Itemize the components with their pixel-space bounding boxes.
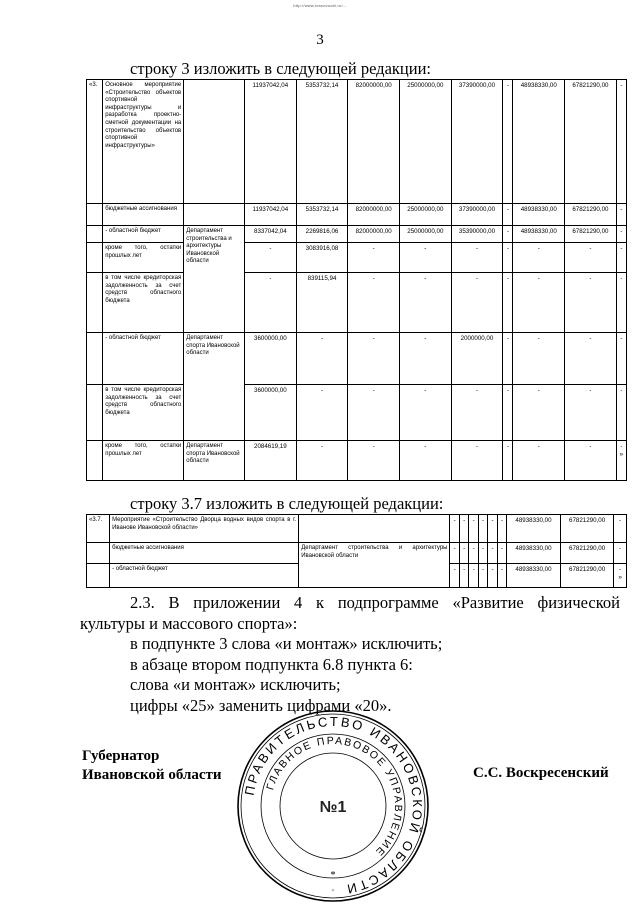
paragraph-item: в абзаце втором подпункта 6.8 пункта 6: [130,654,413,674]
table-row [87,333,627,385]
value-cell: - [616,333,626,385]
header-url: http://www.ivanovoobl.ru/... [293,3,347,8]
value-cell: - [478,515,487,543]
value-cell: - [296,441,348,481]
value-cell: 82000000,00 [348,80,400,204]
amendment-text [80,593,620,716]
value-cell: - [513,333,565,385]
value-cell: 5353732,14 [296,80,348,204]
row-executor [184,204,245,226]
value-cell: - [488,515,497,543]
row-executor: Департамент спорта Ивановской области [184,333,245,441]
row-number [87,273,103,333]
table-row [87,226,627,243]
table-row [87,204,627,226]
closing-quote: » [618,573,622,581]
value-cell: - [451,273,503,333]
value-cell: 67821290,00 [560,543,614,564]
value-cell: 67821290,00 [560,515,614,543]
value-cell: 82000000,00 [348,226,400,243]
signatory-name: С.С. Воскресенский [473,765,609,781]
row-number [87,564,110,588]
stamp-star-icon: * [330,870,336,881]
value-cell: - [469,564,478,588]
value-cell: 2269816,06 [296,226,348,243]
value-cell: 11937042,04 [245,80,297,204]
row-number [87,543,110,564]
value-cell: - [565,333,617,385]
value-cell: - [616,385,626,441]
value-cell: - [513,243,565,273]
row-number [87,243,103,273]
value-cell: - [451,441,503,481]
value-cell: 37390000,00 [451,80,503,204]
row-executor: Департамент спорта Ивановской области [184,441,245,481]
table-row [87,543,627,564]
row-name: бюджетные ассигнования [110,543,299,564]
table-row [87,385,627,441]
value-cell: - [497,515,506,543]
value-cell: - [400,333,452,385]
value-cell: - [503,243,513,273]
row-name: в том числе кредиторская задолженность за счет средств областного бюджета [103,273,184,333]
value-cell: - [513,441,565,481]
value-cell: - [451,385,503,441]
value-cell: - [450,543,459,564]
row-number [87,226,103,243]
value-cell: 37390000,00 [451,204,503,226]
value-cell: - [348,333,400,385]
value-cell: - [296,385,348,441]
page-number: 3 [316,32,324,48]
official-stamp [233,706,433,906]
value-cell: - [503,204,513,226]
value-cell: - [513,273,565,333]
value-cell: - [503,441,513,481]
value-cell: 48938330,00 [513,204,565,226]
value-cell: 48938330,00 [507,543,561,564]
table-row [87,515,627,543]
paragraph-item: в подпункте 3 слова «и монтаж» исключить; [130,634,443,653]
value-cell [616,441,626,481]
value-text: - [619,566,622,573]
value-cell: 2000000,00 [451,333,503,385]
value-cell: - [348,243,400,273]
value-cell: - [478,543,487,564]
table-row [87,243,627,273]
value-cell: 3083916,08 [296,243,348,273]
value-cell: - [565,385,617,441]
row-name: в том числе кредиторская задолженность за счет средств областного бюджета [103,385,184,441]
value-cell [614,564,627,588]
value-cell: 25000000,00 [400,204,452,226]
value-cell: - [478,564,487,588]
value-cell: - [400,441,452,481]
value-cell: - [245,243,297,273]
closing-quote: » [619,450,624,458]
stamp-inner-text: ГЛАВНОЕ ПРАВОВОЕ УПРАВЛЕНИЕ [264,734,405,859]
value-text: - [620,443,623,450]
row-number [87,204,103,226]
signatory-title [82,747,222,785]
signatory-title-line2: Ивановской области [82,767,222,783]
row-name: Мероприятие «Строительство Дворца водных видов спорта в г. Иванове Ивановской области» [110,515,299,543]
value-cell: 48938330,00 [513,226,565,243]
row-name: - областной бюджет [103,226,184,243]
value-cell: 25000000,00 [400,80,452,204]
row-name: кроме того, остатки прошлых лет [103,243,184,273]
value-cell: 35390000,00 [451,226,503,243]
row-executor [299,515,450,543]
value-cell: - [503,80,513,204]
section2-heading: строку 3.7 изложить в следующей редакции: [130,494,444,513]
value-cell: - [503,226,513,243]
paragraph-item: слова «и монтаж» исключить; [130,675,341,694]
value-cell: - [348,385,400,441]
stamp-outer-text: ПРАВИТЕЛЬСТВО ИВАНОВСКОЙ ОБЛАСТИ [241,713,426,898]
signatory-title-line1: Губернатор [82,748,160,764]
value-cell: - [400,273,452,333]
value-cell: 48938330,00 [513,80,565,204]
value-cell: - [400,243,452,273]
value-cell: 67821290,00 [565,204,617,226]
section2-table [86,514,627,588]
value-cell: - [497,564,506,588]
value-cell: 82000000,00 [348,204,400,226]
row-name: - областной бюджет [110,564,299,588]
value-cell: - [513,385,565,441]
value-cell: - [469,543,478,564]
value-cell: - [296,333,348,385]
row-executor: Департамент строительства и архитектуры Ивановской области [299,543,450,588]
value-cell: - [616,243,626,273]
value-cell: - [614,515,627,543]
value-cell: - [503,333,513,385]
value-cell: - [616,226,626,243]
section1-table [86,79,627,481]
value-cell: 2084619,19 [245,441,297,481]
row-executor: Департамент строительства и архитектуры Ивановской области [184,226,245,333]
value-cell: 67821290,00 [565,226,617,243]
value-cell: - [488,543,497,564]
value-cell: 67821290,00 [560,564,614,588]
table-row [87,80,627,204]
value-cell: 5353732,14 [296,204,348,226]
value-cell: 11937042,04 [245,204,297,226]
value-cell: 3600000,00 [245,385,297,441]
value-cell: 48938330,00 [507,515,561,543]
value-cell: - [348,273,400,333]
value-cell: - [450,515,459,543]
value-cell: - [565,243,617,273]
value-cell: 8337042,04 [245,226,297,243]
value-cell: 25000000,00 [400,226,452,243]
row-number: «3.7. [87,515,110,543]
row-name: кроме того, остатки прошлых лет [103,441,184,481]
row-name: - областной бюджет [103,333,184,385]
value-cell: 48938330,00 [507,564,561,588]
stamp-star-icon: * [331,889,335,895]
value-cell: - [348,441,400,481]
stamp-center-number: №1 [319,799,347,816]
value-cell: - [469,515,478,543]
value-cell: - [616,80,626,204]
row-name: Основное мероприятие «Строительство объектов спортивной инфраструктуры и разработка проектно-сметной документации на строительство объектов спортивной инфраструктуры» [103,80,184,204]
value-cell: - [450,564,459,588]
value-cell: - [400,385,452,441]
value-cell: - [488,564,497,588]
row-number [87,441,103,481]
row-number [87,333,103,385]
value-cell: 3600000,00 [245,333,297,385]
value-cell: - [565,273,617,333]
value-cell: - [614,543,627,564]
row-number: «3. [87,80,103,204]
value-cell: - [503,273,513,333]
value-cell: 839115,94 [296,273,348,333]
value-cell: - [459,515,468,543]
table-row [87,441,627,481]
value-cell: - [503,385,513,441]
value-cell: - [459,543,468,564]
row-name: бюджетные ассигнования [103,204,184,226]
value-cell: - [451,243,503,273]
section1-heading: строку 3 изложить в следующей редакции: [130,59,431,78]
value-cell: - [616,204,626,226]
table-row [87,273,627,333]
value-cell: - [245,273,297,333]
value-cell: - [616,273,626,333]
value-cell: - [497,543,506,564]
value-cell: - [459,564,468,588]
row-executor [184,80,245,204]
paragraph-2-3: 2.3. В приложении 4 к подпрограмме «Развитие физической культуры и массового спорта»: [80,593,620,633]
value-cell: - [565,441,617,481]
row-number [87,385,103,441]
value-cell: 67821290,00 [565,80,617,204]
paragraph-item: цифры «25» заменить цифрами «20». [130,695,392,715]
